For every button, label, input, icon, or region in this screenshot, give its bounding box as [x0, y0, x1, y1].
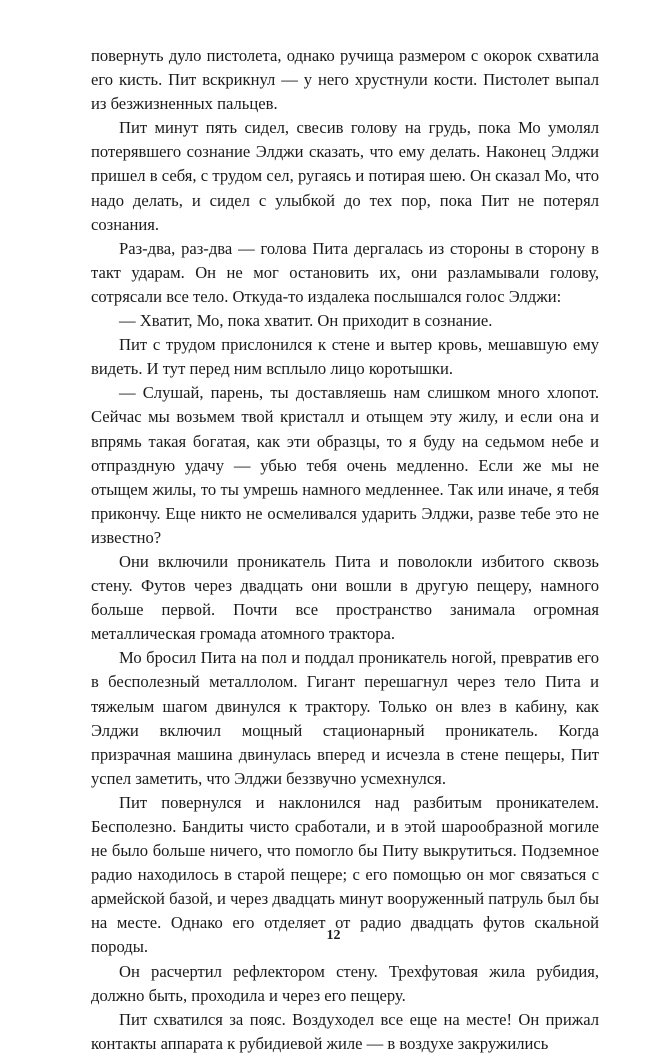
paragraph-9: Пит повернулся и наклонился над разбитым проникателем. Бесполезно. Бандиты чисто сработали, и в этой шарообразной могиле не было больше ничего, что помогло бы Питу выкрутиться. Подземное радио находилось в старой пещере; с его помощью он мог связаться с армейской базой, и через двадцать минут вооруженный патруль был бы на месте. Однако его отделяет от радио двадцать футов скальной породы.: [91, 792, 599, 957]
paragraph-7: Они включили проникатель Пита и поволокли избитого сквозь стену. Футов через двадцать они вошли в другую пещеру, намного больше первой. Почти все пространство занимала огромная металлическая громада атомного трактора.: [91, 551, 599, 644]
paragraph-3: Раз-два, раз-два — голова Пита дергалась из стороны в сторону в такт ударам. Он не мог остановить их, они разламывали голову, сотрясали все тело. Откуда-то издалека послышался голос Элджи:: [91, 238, 599, 306]
page-number: 12: [326, 928, 341, 943]
page-body: [91, 44, 599, 1056]
paragraph-6: — Слушай, парень, ты доставляешь нам слишком много хлопот. Сейчас мы возьмем твой кристалл и отыщем эту жилу, и если она и впрямь такая богатая, как эти образцы, то я буду на седьмом небе и отпраздную удачу — убью тебя очень медленно. Если же мы не отыщем жилы, то ты умрешь намного медленнее. Так или иначе, я тебя прикончу. Еще никто не осмеливался ударить Элджи, разве тебе это не известно?: [91, 383, 599, 547]
paragraph-4: — Хватит, Мо, пока хватит. Он приходит в сознание.: [119, 311, 493, 331]
paragraph-11: Пит схватился за пояс. Воздуходел все еще на месте! Он прижал контакты аппарата к рубидиевой жиле — в воздухе закружились: [91, 1009, 599, 1053]
paragraph-8: Мо бросил Пита на пол и поддал проникатель ногой, превратив его в бесполезный металлолом. Гигант перешагнул через тело Пита и тяжелым шагом двинулся к трактору. Только он влез в кабину, как Элджи включил мощный стационарный проникатель. Когда призрачная машина двинулась вперед и исчезла в стене пещеры, Пит успел заметить, что Элджи беззвучно усмехнулся.: [91, 648, 599, 788]
paragraph-10: Он расчертил рефлектором стену. Трехфутовая жила рубидия, должно быть, проходила и через его пещеру.: [91, 961, 599, 1005]
paragraph-5: Пит с трудом прислонился к стене и вытер кровь, мешавшую ему видеть. И тут перед ним всплыло лицо коротышки.: [91, 335, 599, 379]
paragraph-1: повернуть дуло пистолета, однако ручища размером с окорок схватила его кисть. Пит вскрикнул — у него хрустнули кости. Пистолет выпал из безжизненных пальцев.: [91, 46, 599, 114]
paragraph-2: Пит минут пять сидел, свесив голову на грудь, пока Мо умолял потерявшего сознание Элджи сказать, что ему делать. Наконец Элджи пришел в себя, с трудом сел, ругаясь и потирая шею. Он сказал Мо, что надо делать, и сидел с улыбкой до тех пор, пока Пит не потерял сознания.: [91, 118, 599, 234]
